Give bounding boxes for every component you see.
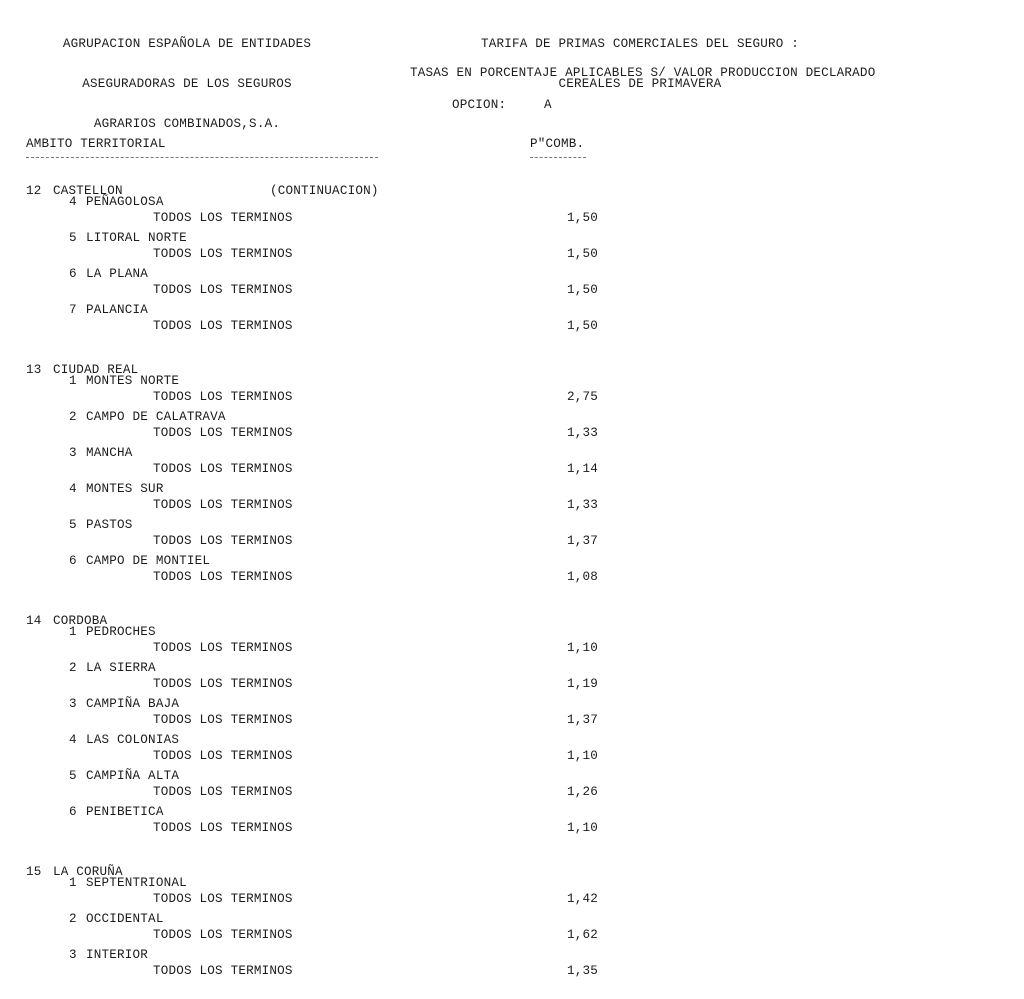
region-name: MONTES SUR (86, 482, 164, 496)
region-name: CAMPIÑA ALTA (86, 769, 180, 783)
region-number: 1 (69, 876, 77, 890)
organization-line: ASEGURADORAS DE LOS SEGUROS (82, 77, 292, 91)
region-terms: TODOS LOS TERMINOS (153, 534, 293, 548)
premium-rate: 1,50 (566, 211, 598, 225)
province-code: 15 (26, 865, 42, 879)
region-number: 4 (69, 482, 77, 496)
region-number: 3 (69, 446, 77, 460)
region-number: 2 (69, 410, 77, 424)
region-terms: TODOS LOS TERMINOS (153, 390, 293, 404)
region-name: PALANCIA (86, 303, 149, 317)
region-number: 5 (69, 518, 77, 532)
premium-rate: 1,10 (566, 749, 598, 763)
province-code: 12 (26, 184, 42, 198)
premium-rate: 1,37 (566, 713, 598, 727)
premium-rate: 1,10 (566, 821, 598, 835)
region-name: CAMPO DE MONTIEL (86, 554, 211, 568)
region-name: PASTOS (86, 518, 133, 532)
region-name: CAMPO DE CALATRAVA (86, 410, 226, 424)
province-code: 13 (26, 363, 42, 377)
premium-rate: 2,75 (566, 390, 598, 404)
region-number: 6 (69, 554, 77, 568)
region-name: PEÑAGOLOSA (86, 195, 164, 209)
region-number: 6 (69, 267, 77, 281)
region-number: 4 (69, 195, 77, 209)
region-number: 5 (69, 231, 77, 245)
column-header-territory: AMBITO TERRITORIAL (26, 137, 166, 151)
region-name: INTERIOR (86, 948, 149, 962)
province-name: LA CORUÑA (53, 865, 123, 879)
region-terms: TODOS LOS TERMINOS (153, 283, 293, 297)
region-name: LA SIERRA (86, 661, 156, 675)
region-terms: TODOS LOS TERMINOS (153, 462, 293, 476)
document-title (410, 12, 870, 105)
region-number: 3 (69, 697, 77, 711)
province-name: CIUDAD REAL (53, 363, 139, 377)
premium-rate: 1,19 (566, 677, 598, 691)
option-label: OPCION: (452, 98, 507, 112)
region-number: 5 (69, 769, 77, 783)
region-terms: TODOS LOS TERMINOS (153, 211, 293, 225)
region-number: 6 (69, 805, 77, 819)
premium-rate: 1,33 (566, 498, 598, 512)
region-number: 4 (69, 733, 77, 747)
region-number: 2 (69, 661, 77, 675)
premium-rate: 1,50 (566, 319, 598, 333)
region-name: PEDROCHES (86, 625, 156, 639)
region-terms: TODOS LOS TERMINOS (153, 785, 293, 799)
premium-rate: 1,26 (566, 785, 598, 799)
region-name: MANCHA (86, 446, 133, 460)
region-terms: TODOS LOS TERMINOS (153, 821, 293, 835)
region-terms: TODOS LOS TERMINOS (153, 570, 293, 584)
region-name: LAS COLONIAS (86, 733, 180, 747)
region-name: LITORAL NORTE (86, 231, 187, 245)
region-terms: TODOS LOS TERMINOS (153, 641, 293, 655)
region-number: 1 (69, 625, 77, 639)
region-terms: TODOS LOS TERMINOS (153, 749, 293, 763)
option-value: A (544, 98, 552, 112)
region-terms: TODOS LOS TERMINOS (153, 928, 293, 942)
title-line: TARIFA DE PRIMAS COMERCIALES DEL SEGURO : (480, 37, 800, 51)
premium-rate: 1,33 (566, 426, 598, 440)
region-number: 7 (69, 303, 77, 317)
province-name: CORDOBA (53, 614, 108, 628)
region-number: 2 (69, 912, 77, 926)
premium-rate: 1,42 (566, 892, 598, 906)
region-terms: TODOS LOS TERMINOS (153, 247, 293, 261)
document-subtitle: TASAS EN PORCENTAJE APLICABLES S/ VALOR PRODUCCION DECLARADO (410, 66, 876, 80)
region-name: LA PLANA (86, 267, 149, 281)
region-name: OCCIDENTAL (86, 912, 164, 926)
title-line: CEREALES DE PRIMAVERA (558, 77, 722, 91)
region-terms: TODOS LOS TERMINOS (153, 892, 293, 906)
region-terms: TODOS LOS TERMINOS (153, 498, 293, 512)
organization-line: AGRARIOS COMBINADOS,S.A. (93, 117, 281, 131)
province-code: 14 (26, 614, 42, 628)
region-number: 3 (69, 948, 77, 962)
region-terms: TODOS LOS TERMINOS (153, 319, 293, 333)
region-name: MONTES NORTE (86, 374, 180, 388)
region-terms: TODOS LOS TERMINOS (153, 964, 293, 978)
premium-rate: 1,35 (566, 964, 598, 978)
premium-rate: 1,10 (566, 641, 598, 655)
region-terms: TODOS LOS TERMINOS (153, 426, 293, 440)
organization-line: AGRUPACION ESPAÑOLA DE ENTIDADES (62, 37, 312, 51)
premium-rate: 1,37 (566, 534, 598, 548)
region-terms: TODOS LOS TERMINOS (153, 677, 293, 691)
region-name: CAMPIÑA BAJA (86, 697, 180, 711)
region-number: 1 (69, 374, 77, 388)
region-name: SEPTENTRIONAL (86, 876, 187, 890)
premium-rate: 1,08 (566, 570, 598, 584)
column-divider-territory (26, 157, 378, 158)
organization-name (22, 12, 352, 145)
column-header-premium: P"COMB. (530, 137, 585, 151)
premium-rate: 1,50 (566, 247, 598, 261)
premium-rate: 1,14 (566, 462, 598, 476)
premium-rate: 1,62 (566, 928, 598, 942)
province-name: CASTELLON (53, 184, 123, 198)
region-terms: TODOS LOS TERMINOS (153, 713, 293, 727)
premium-rate: 1,50 (566, 283, 598, 297)
column-divider-premium (530, 157, 586, 158)
province-note: (CONTINUACION) (270, 184, 379, 198)
region-name: PENIBETICA (86, 805, 164, 819)
